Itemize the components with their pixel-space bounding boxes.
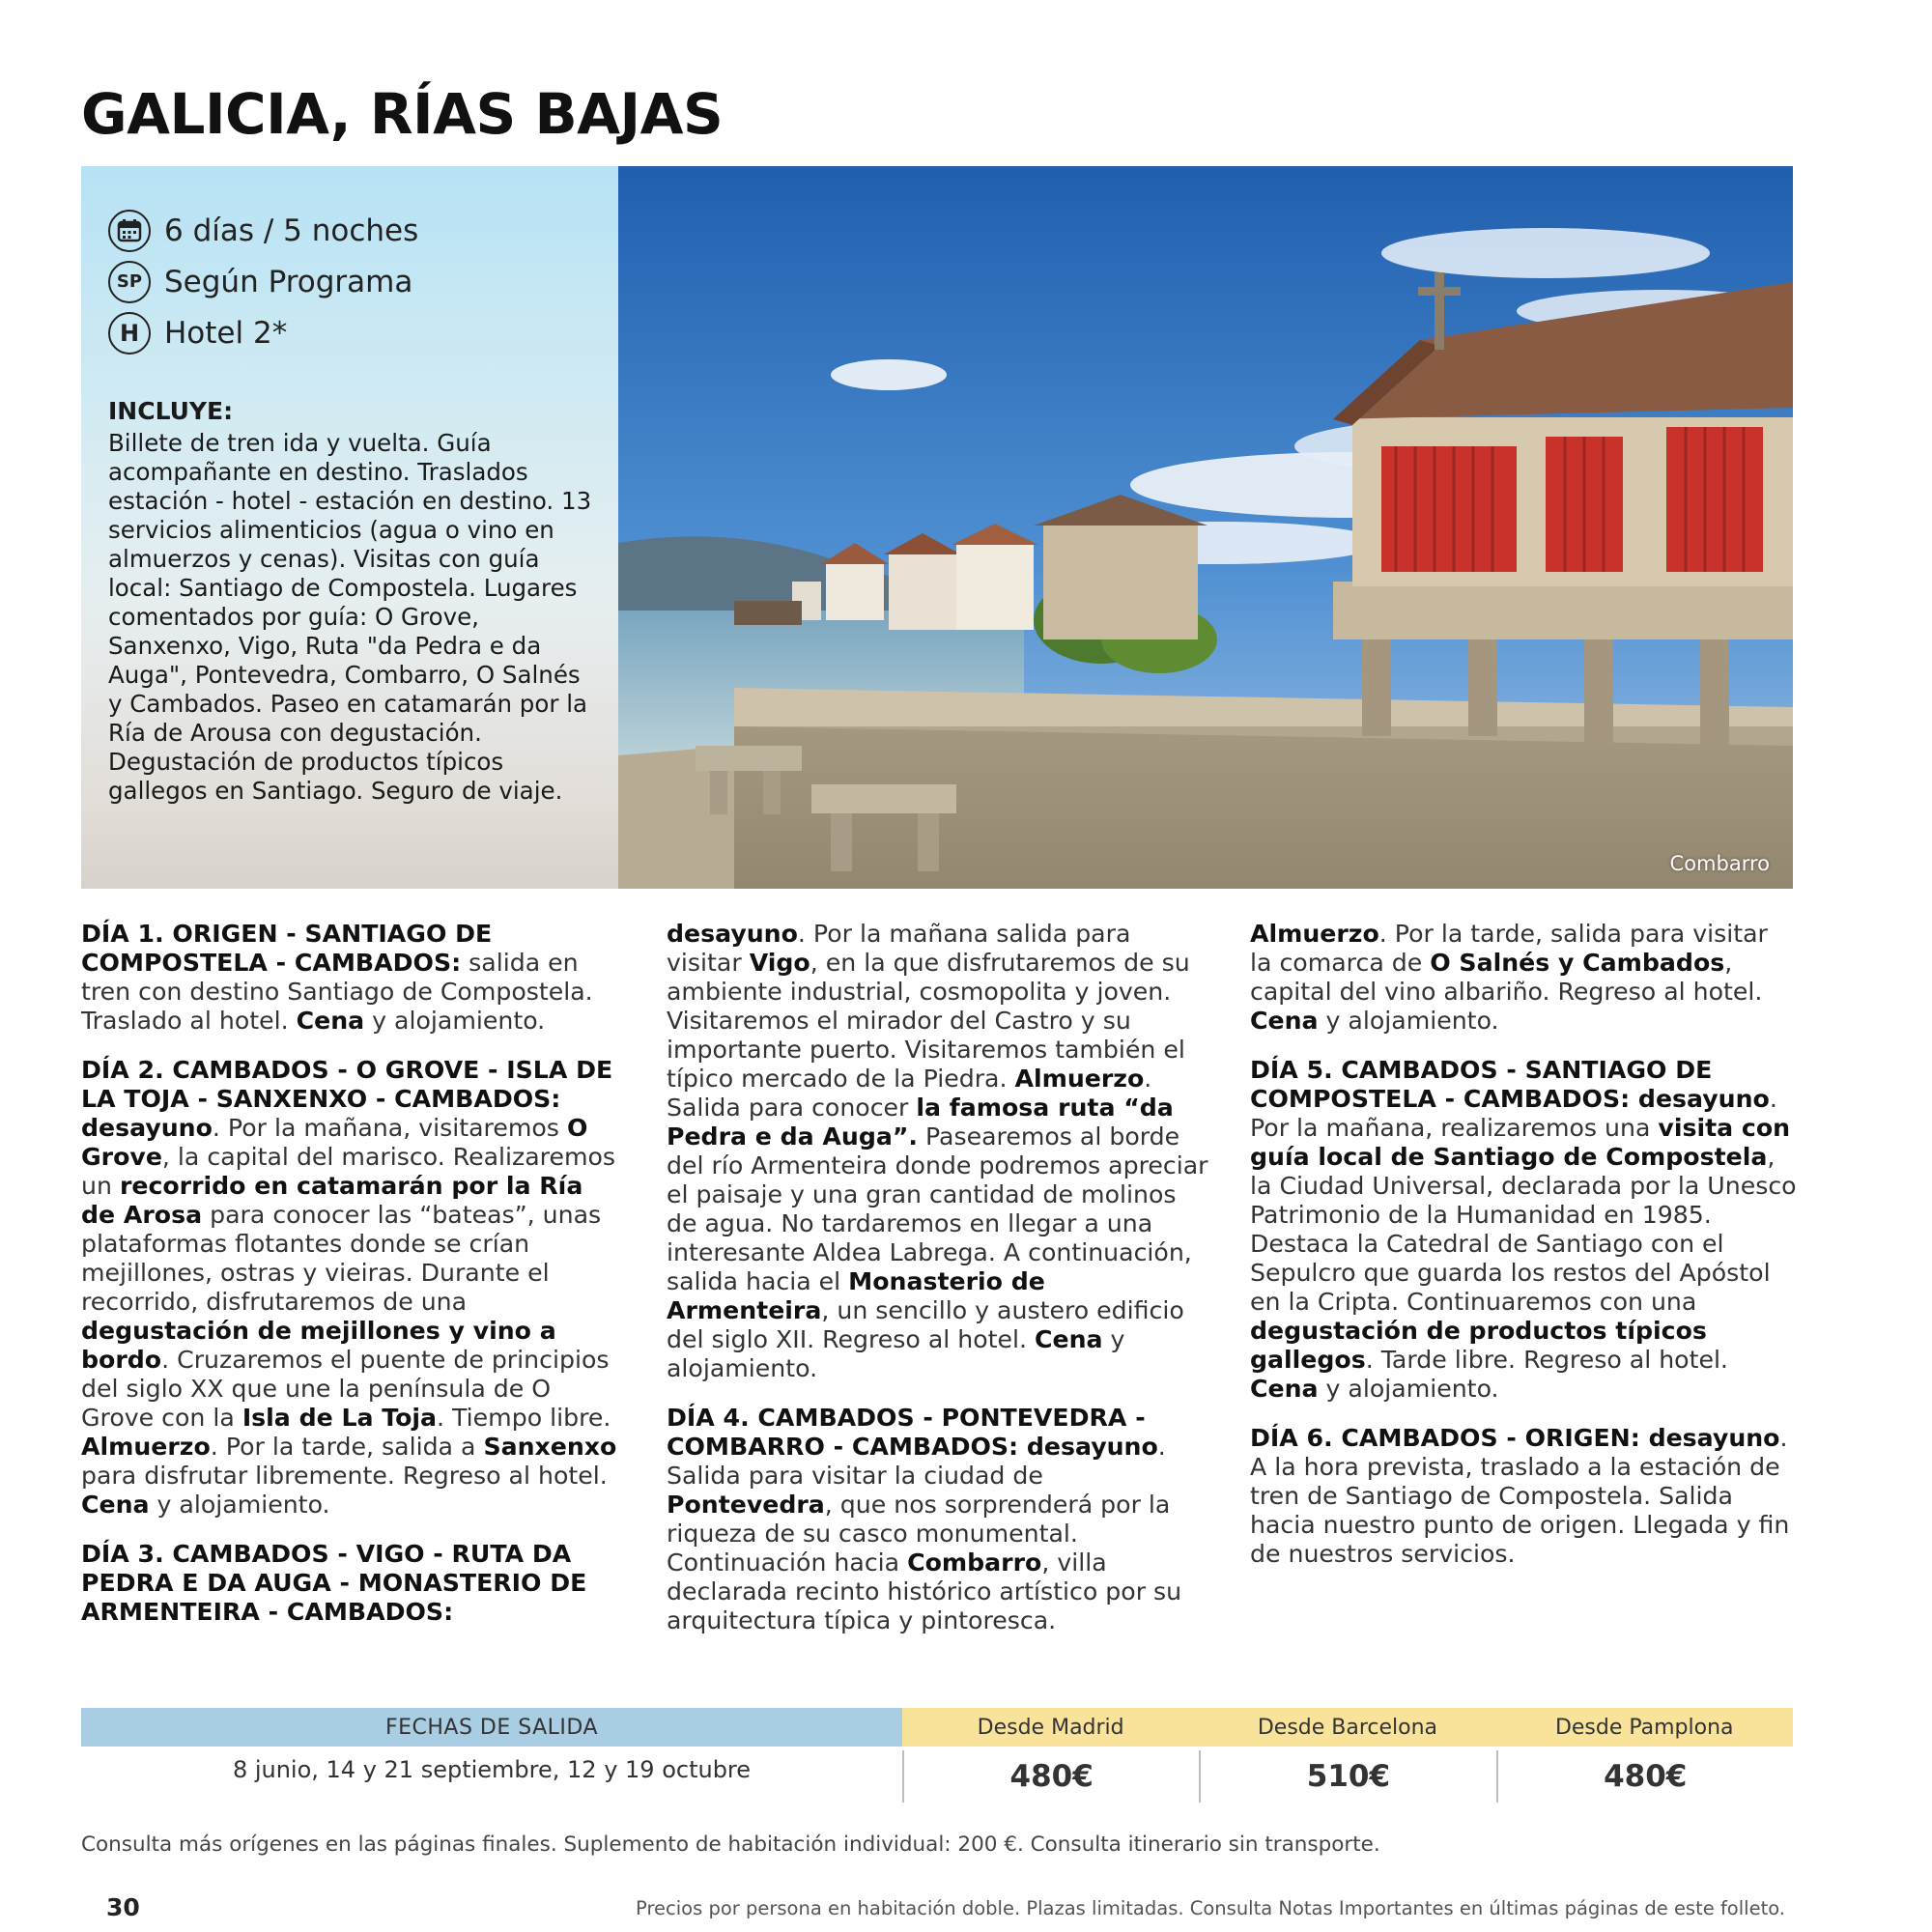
hotel-feature (108, 307, 593, 358)
hotel-text: Hotel 2* (164, 315, 288, 351)
day-4: DÍA 4. CAMBADOS - PONTEVEDRA - COMBARRO - CAMBADOS: desayuno. Salida para visitar la ciudad de Pontevedra, que nos sorprenderá por la riqueza de su casco monumental. Continuación hacia Combarro, villa declarada recinto histórico artístico por su arquitectura típica y pintoresca. (667, 1404, 1182, 1634)
day-2: DÍA 2. CAMBADOS - O GROVE - ISLA DE LA TOJA - SANXENXO - CAMBADOS: desayuno. Por la mañana, visitaremos O Grove, la capital del marisco. Realizaremos un recorrido en catamarán por la Ría de Arosa para conocer las “bateas”, unas plataformas flotantes donde se crían mejillones, ostras y vieiras. Durante el recorrido, disfrutaremos de una degustación de mejillones y vino a bordo. Cruzaremos el puente de principios del siglo XX que une la península de O Grove con la Isla de La Toja. Tiempo libre. Almuerzo. Por la tarde, salida a Sanxenxo para disfrutar libremente. Regreso al hotel. Cena y alojamiento. (81, 1056, 617, 1519)
origin-madrid-header: Desde Madrid (902, 1708, 1199, 1747)
program-text: Según Programa (164, 264, 413, 299)
day-1: DÍA 1. ORIGEN - SANTIAGO DE COMPOSTELA - CAMBADOS: salida en tren con destino Santiago de Compostela. Traslado al hotel. Cena y alojamiento. (81, 920, 593, 1035)
origin-barcelona-header: Desde Barcelona (1199, 1708, 1495, 1747)
sp-badge-icon: SP (108, 261, 151, 303)
price-table-row (81, 1747, 1793, 1803)
horreo-illustration (618, 166, 1793, 889)
day-5: DÍA 5. CAMBADOS - SANTIAGO DE COMPOSTELA - CAMBADOS: desayuno. Por la mañana, realizaremos una visita con guía local de Santiago de Compostela, la Ciudad Universal, declarada por la Unesco Patrimonio de la Humanidad en 1985. Destaca la Catedral de Santiago con el Sepulcro que guarda los restos del Apóstol en la Cripta. Continuaremos con una degustación de productos típicos gallegos. Tarde libre. Regreso al hotel. Cena y alojamiento. (1250, 1056, 1797, 1403)
combarro-photo (618, 166, 1793, 889)
program-feature (108, 256, 593, 307)
includes-title: INCLUYE: (108, 397, 234, 425)
footer-note: Precios por persona en habitación doble. Plazas limitadas. Consulta Notas Importantes en últimas páginas de este folleto. (636, 1897, 1785, 1919)
day-6: DÍA 6. CAMBADOS - ORIGEN: desayuno. A la hora prevista, traslado a la estación de tren de Santiago de Compostela. Salida hacia nuestro punto de origen. Llegada y fin de nuestros servicios. (1250, 1424, 1790, 1568)
day-3: desayuno. Por la mañana salida para visitar Vigo, en la que disfrutaremos de su ambiente industrial, cosmopolita y joven. Visitaremos el mirador del Castro y su importante puerto. Visitaremos también el típico mercado de la Piedra. Almuerzo. Salida para conocer la famosa ruta “da Pedra e da Auga”. Pasearemos al borde del río Armenteira donde podremos apreciar el paisaje y una gran cantidad de molinos de agua. No tardaremos en llegar a una interesante Aldea Labrega. A continuación, salida hacia el Monasterio de Armenteira, un sencillo y austero edificio del siglo XII. Regreso al hotel. Cena y alojamiento. (667, 920, 1208, 1382)
page-number: 30 (106, 1893, 140, 1921)
supplement-note: Consulta más orígenes en las páginas finales. Suplemento de habitación individual: 200 €. Consulta itinerario sin transporte. (81, 1833, 1380, 1857)
duration-text: 6 días / 5 noches (164, 213, 419, 248)
hotel-icon: H (108, 312, 151, 355)
itinerary-column-2 (667, 920, 1213, 1656)
origin-pamplona-header: Desde Pamplona (1496, 1708, 1793, 1747)
price-pamplona: 480€ (1496, 1750, 1793, 1803)
price-barcelona: 510€ (1199, 1750, 1495, 1803)
itinerary-column-3 (1250, 920, 1797, 1589)
price-madrid: 480€ (902, 1750, 1199, 1803)
page-title: GALICIA, RÍAS BAJAS (81, 81, 724, 147)
calendar-icon (108, 210, 151, 252)
price-table-header (81, 1708, 1793, 1747)
day-3-heading: DÍA 3. CAMBADOS - VIGO - RUTA DA PEDRA E DA AUGA - MONASTERIO DE ARMENTEIRA - CAMBADOS: (81, 1540, 587, 1626)
day-4-continued: Almuerzo. Por la tarde, salida para visitar la comarca de O Salnés y Cambados, capital del vino albariño. Regreso al hotel. Cena y alojamiento. (1250, 920, 1768, 1035)
price-table (81, 1708, 1793, 1803)
includes-text: Billete de tren ida y vuelta. Guía acompañante en destino. Traslados estación - hotel - estación en destino. 13 servicios alimenticios (agua o vino en almuerzos y cenas). Visitas con guía local: Santiago de Compostela. Lugares comentados por guía: O Grove, Sanxenxo, Vigo, Ruta "da Pedra e da Auga", Pontevedra, Combarro, O Salnés y Cambados. Paseo en catamarán por la Ría de Arousa con degustación. Degustación de productos típicos gallegos en Santiago. Seguro de viaje. (108, 429, 592, 805)
photo-caption: Combarro (1669, 852, 1770, 875)
departure-dates: 8 junio, 14 y 21 septiembre, 12 y 19 octubre (232, 1756, 752, 1783)
itinerary-column-1 (81, 920, 624, 1647)
duration-feature (108, 205, 593, 256)
dates-header: FECHAS DE SALIDA (81, 1708, 902, 1747)
trip-info-panel (81, 166, 618, 889)
